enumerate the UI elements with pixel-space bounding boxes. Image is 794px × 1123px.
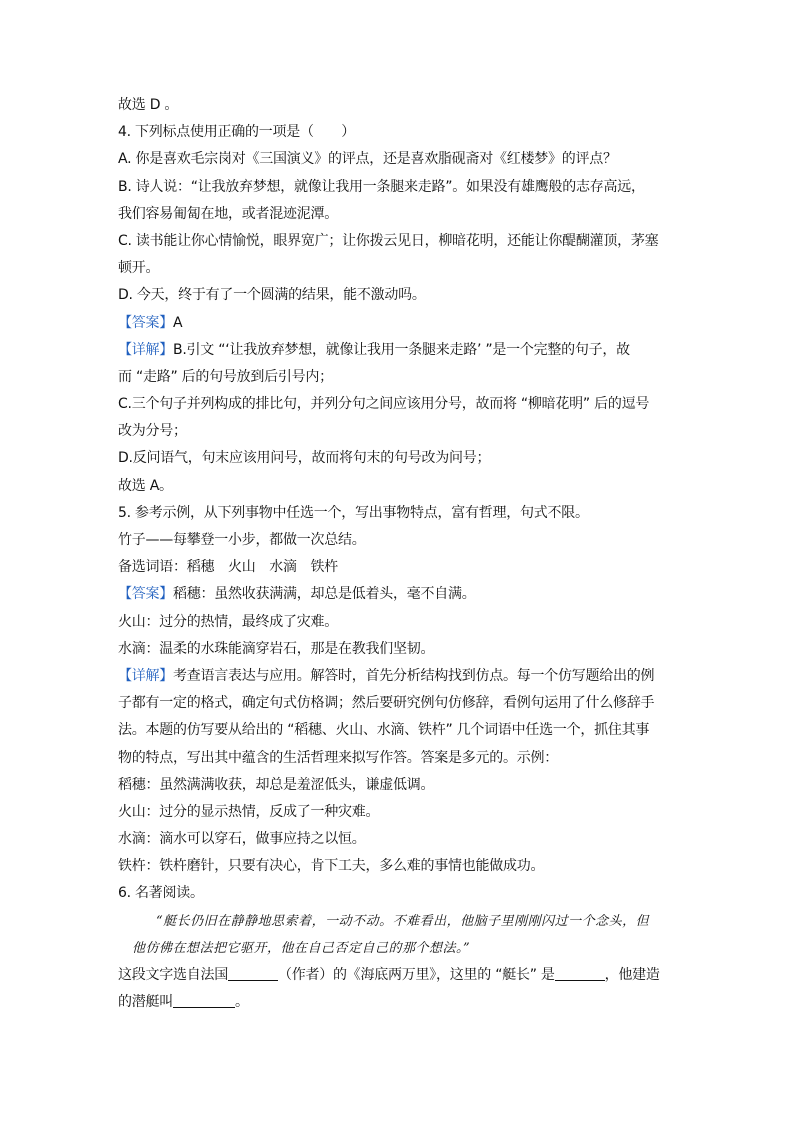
explanation-line: [118, 663, 676, 690]
text-line: 物的特点，写出其中蕴含的生活哲理来拟写作答。答案是多元的。示例：: [118, 749, 558, 766]
explanation-tag: 【详解】: [118, 667, 173, 684]
explanation-text: B.引文 “‘让我放弃梦想，就像让我用一条腿来走路’ ”是一个完整的句子，故: [173, 341, 630, 358]
option-c-cont: 顿开。: [118, 260, 160, 277]
fill-text: （作者）的《海底两万里》，这里的 “艇长” 是: [278, 967, 555, 983]
question-6-stem: 6. 名著阅读。: [118, 885, 204, 902]
answer-tag: 【答案】: [118, 314, 173, 331]
option-a: A. 你是喜欢毛宗岗对《三国演义》的评点，还是喜欢脂砚斋对《红楼梦》的评点？: [118, 151, 617, 168]
answer-line: [118, 581, 676, 608]
text-line: 子都有一定的格式，确定句式仿格调；然后要研究例句仿修辞，看例句运用了什么修辞手: [118, 695, 655, 712]
word-options: 备选词语：稻穗 火山 水滴 铁杵: [118, 559, 338, 576]
question-4-stem: 4. 下列标点使用正确的一项是（ ）: [118, 124, 356, 141]
fill-text: ，他建造: [604, 967, 660, 983]
text-line: C.三个句子并列构成的排比句，并列分句之间应该用分号，故而将 “柳暗花明” 后的逗号: [118, 396, 650, 413]
question-5-stem: 5. 参考示例，从下列事物中任选一个，写出事物特点，富有哲理，句式不限。: [118, 504, 589, 521]
answer-blank-author[interactable]: [228, 964, 278, 981]
answer-tag: 【答案】: [118, 586, 173, 603]
fill-text: 这段文字选自法国: [118, 967, 228, 983]
option-c: C. 读书能让你心情愉悦，眼界宽广；让你拨云见日，柳暗花明，还能让你醍醐灌顶，茅塞: [118, 232, 659, 249]
text-line: 水滴：温柔的水珠能滴穿岩石，那是在教我们坚韧。: [118, 640, 435, 657]
explanation-text: 考查语言表达与应用。解答时，首先分析结构找到仿点。每一个仿写题给出的例: [173, 667, 655, 684]
answer-text: 稻穗：虽然收获满满，却总是低着头，毫不自满。: [173, 586, 476, 603]
text-line: 水滴：滴水可以穿石，做事应持之以恒。: [118, 831, 366, 848]
text-line: 故选 A。: [118, 477, 173, 494]
answer-line: [118, 310, 676, 337]
answer-blank-captain[interactable]: [555, 964, 605, 981]
document-page: [118, 92, 676, 1016]
text-line: 火山：过分的热情，最终成了灾难。: [118, 613, 338, 630]
quoted-passage-line-1: “艇长仍旧在静静地思索着，一动不动。不难看出，他脑子里刚刚闪过一个念头，但: [156, 913, 650, 929]
answer-blank-submarine[interactable]: [173, 991, 235, 1008]
text-line: 铁杵：铁杵磨针，只要有决心，肯下工夫，多么难的事情也能做成功。: [118, 858, 545, 875]
fill-in-question-line-2: [118, 989, 676, 1016]
fill-in-question-line-1: [118, 962, 676, 989]
option-b: B. 诗人说：“让我放弃梦想，就像让我用一条腿来走路”。如果没有雄鹰般的志存高远，: [118, 178, 645, 195]
text-line: 而 “走路” 后的句号放到后引号内；: [118, 368, 333, 385]
explanation-line: [118, 337, 676, 364]
text-line: 故选 D 。: [118, 97, 179, 113]
text-line: D.反问语气，句末应该用问号，故而将句末的句号改为问号；: [118, 450, 491, 467]
fill-text: 的潜艇叫: [118, 994, 173, 1011]
text-line: 稻穗：虽然满满收获，却总是羞涩低头，谦虚低调。: [118, 776, 435, 793]
option-b-cont: 我们容易匍匐在地，或者混迹泥潭。: [118, 205, 338, 222]
quoted-passage-line-2: 他仿佛在想法把它驱开，他在自己否定自己的那个想法。”: [132, 940, 471, 956]
option-d: D. 今天，终于有了一个圆满的结果，能不激动吗。: [118, 287, 426, 304]
fill-text: 。: [235, 994, 249, 1011]
example-line: 竹子——每攀登一小步，都做一次总结。: [118, 532, 366, 548]
answer-text: A: [173, 314, 183, 331]
text-line: 火山：过分的显示热情，反成了一种灾难。: [118, 803, 380, 820]
explanation-tag: 【详解】: [118, 341, 173, 358]
text-line: 法。本题的仿写要从给出的 “稻穗、火山、水滴、铁杵” 几个词语中任选一个，抓住其事: [118, 722, 650, 739]
text-line: 改为分号；: [118, 423, 187, 440]
